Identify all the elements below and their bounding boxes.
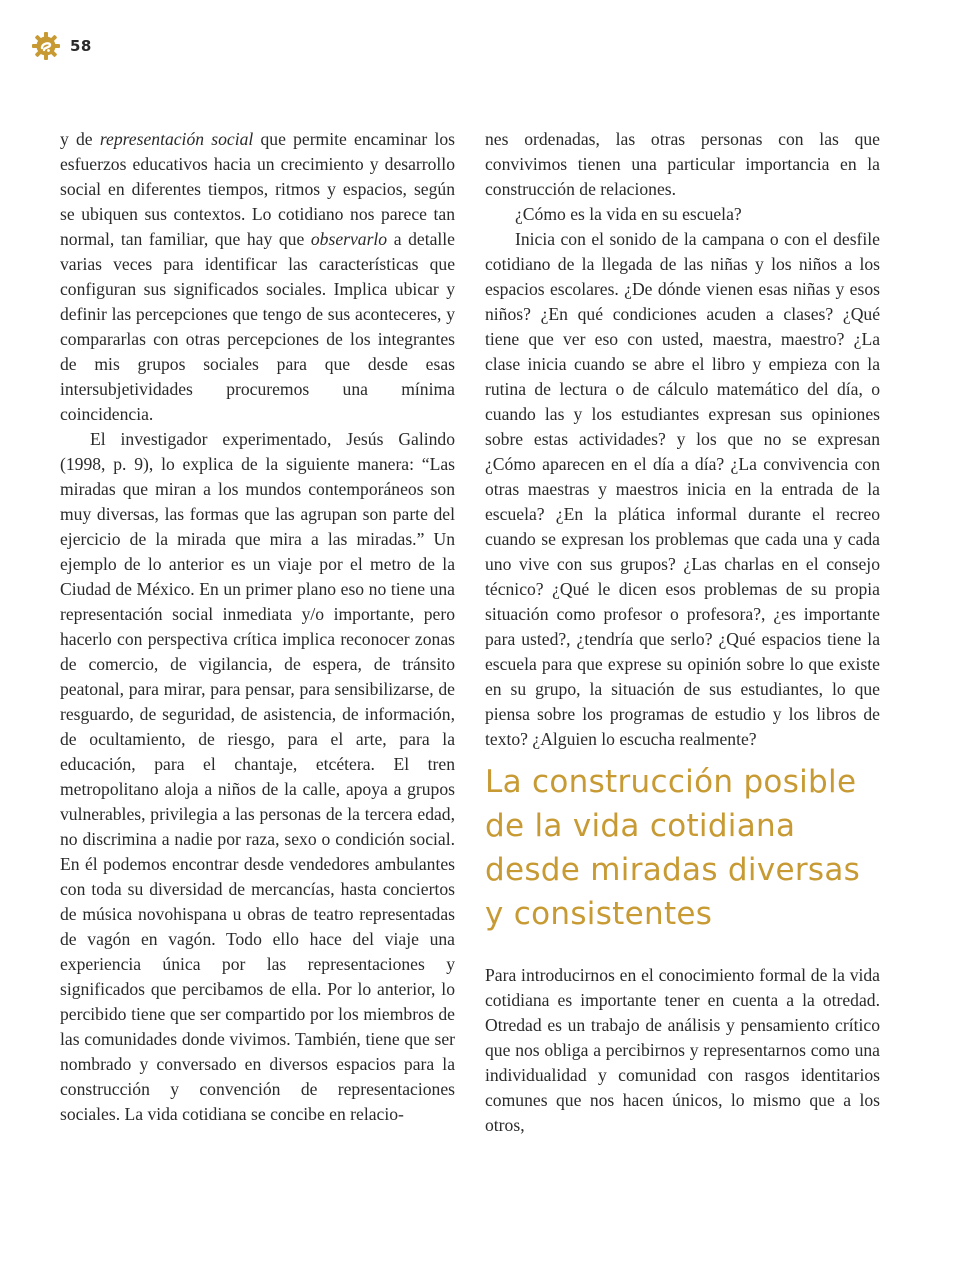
paragraph: ¿Cómo es la vida en su escuela?: [515, 204, 742, 224]
heading-line: La construcción posible: [485, 764, 857, 800]
sun-gear-logo-icon: [31, 31, 61, 61]
paragraph: Inicia con el sonido de la campana o con el desfile cotidiano de la llegada de las niñas y los niños a los espacios escolares. ¿De dónde vienen esas niñas y esos niños? ¿En qué condiciones acuden a clases? ¿Qué tiene que ver eso con usted, maestra, maestro? ¿La clase inicia cuando se abre el libro y empieza con la rutina de lectura o de cálculo matemático del día, o cuando las y los estudiantes expresan sus opiniones sobre estas actividades? y los que no se expresan ¿Cómo aparecen en el día a día? ¿La convivencia con otras maestras y maestros inicia en la entrada de la escuela? ¿En la plática informal durante el recreo cuando se expresan los problemas que cada una y cada uno vive con sus grupos? ¿Las charlas en el consejo técnico? ¿Qué le dicen esos problemas de su propia situación como profesor o profesora?, ¿es importante para usted?, ¿tendría que serlo? ¿Qué espacios tiene la escuela para que exprese su opinión sobre lo que existe en su grupo, la situación de sus estudiantes, lo que piensa sobre los programas de estudio y los libros de texto? ¿Alguien lo escucha realmente?: [485, 229, 880, 749]
emphasis-text: observarlo: [310, 229, 388, 249]
heading-line: de la vida cotidiana: [485, 808, 796, 844]
text-run: que permite encaminar los esfuerzos educativos hacia un crecimiento y desarrollo social en diferentes tiempos, ritmos y espacios, según se ubiquen sus contextos. Lo cotidiano nos parece tan normal, tan familiar, que hay que: [60, 129, 456, 249]
paragraph: Para introducirnos en el conocimiento formal de la vida cotidiana es importante tener en cuenta a la otredad. Otredad es un trabajo de análisis y pensamiento crítico que nos obliga a percibirnos y representarnos como una individualidad y comunidad con rasgos identitarios comunes que nos hacen únicos, lo mismo que a los otros,: [485, 965, 880, 1135]
emphasis-text: representación social: [99, 129, 254, 149]
heading-line: desde miradas diversas: [485, 852, 861, 888]
paragraph: [60, 127, 455, 427]
page-number: 58: [70, 37, 92, 55]
left-column: [60, 127, 455, 1127]
heading-line: y consistentes: [485, 896, 713, 932]
page-header: [31, 30, 92, 62]
text-run: y de: [60, 129, 100, 149]
paragraph: nes ordenadas, las otras personas con las que convivimos tienen una particular importancia en la construcción de relaciones.: [485, 129, 880, 199]
text-run: a detalle varias veces para identificar las características que configuran sus significados sociales. Implica ubicar y definir las percepciones que tengo de sus aconteceres, y compararlas con otras percepciones de los integrantes de mis grupos sociales para que desde esas intersubjetividades procuremos una mínima coincidencia.: [60, 229, 455, 424]
paragraph: El investigador experimentado, Jesús Galindo (1998, p. 9), lo explica de la siguiente manera: “Las miradas que miran a los mundos contemporáneos son muy diversas, las formas que las agrupan son parte del ejercicio de la mirada que mira a las miradas.” Un ejemplo de lo anterior es un viaje por el metro de la Ciudad de México. En un primer plano eso no tiene una representación social inmediata y/o importante, pero hacerlo con perspectiva crítica implica reconocer zonas de comercio, de vigilancia, de espera, de tránsito peatonal, para mirar, para pensar, para sensibilizarse, de resguardo, de seguridad, de asistencia, de información, de ocultamiento, de riesgo, para el arte, para la educación, para el chantaje, etcétera. El tren metropolitano aloja a niños de la calle, apoya a grupos vulnerables, privilegia a las personas de la tercera edad, no discrimina a nadie por raza, sexo o condición social. En él podemos encontrar desde vendedores ambulantes con toda su diversidad de mercancías, hasta conciertos de música novohispana u obras de teatro representadas de vagón en vagón. Todo ello hace del viaje una experiencia única por las representaciones y significados que percibamos de ella. Por lo anterior, lo percibido tiene que ser compartido por los miembros de las comunidades donde vivimos. También, tiene que ser nombrado y conversado en diversos espacios para la construcción y convención de representaciones sociales. La vida cotidiana se concibe en relacio-: [60, 429, 455, 1124]
right-column: [485, 127, 880, 1138]
section-heading: [485, 760, 880, 936]
